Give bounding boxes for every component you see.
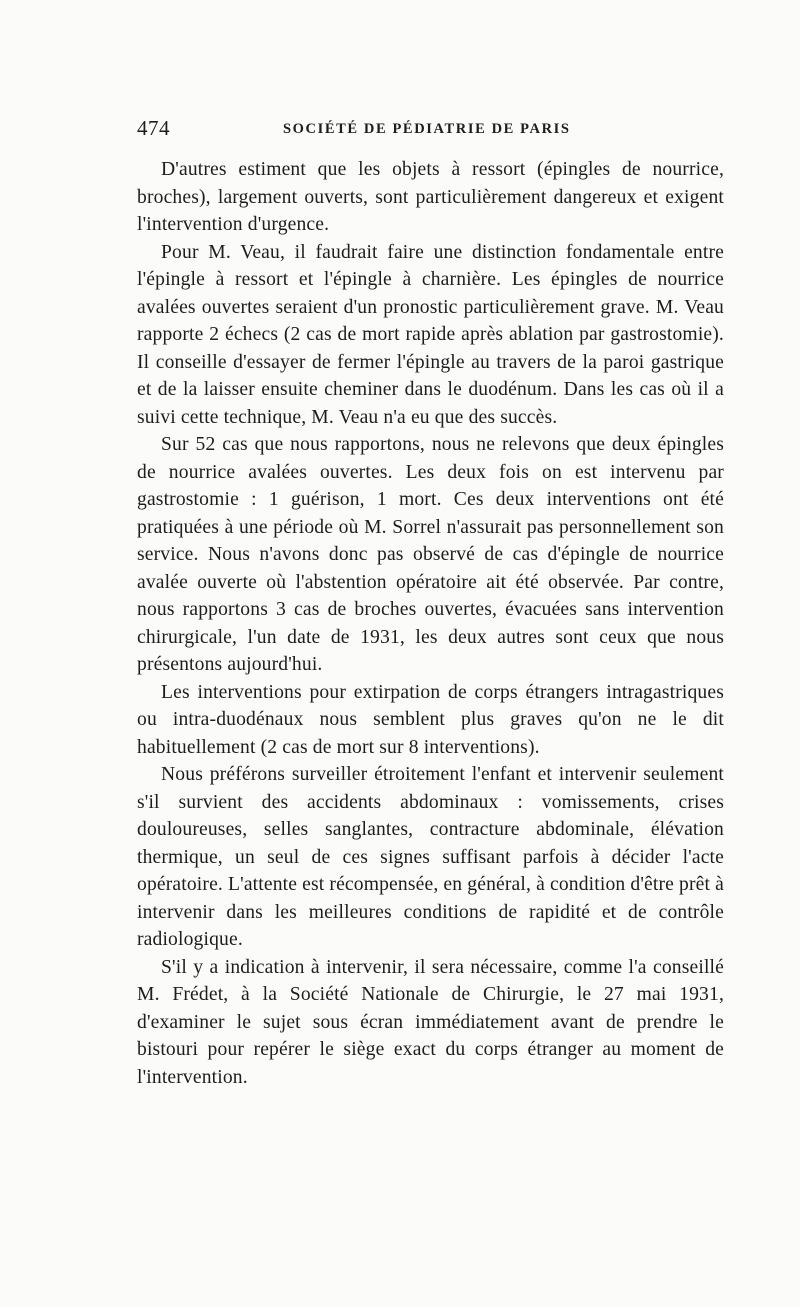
paragraph: D'autres estiment que les objets à ressort (épingles de nourrice, broches), largement ouverts, sont particulièrement dangereux et exigent l'intervention d'urgence. [137,159,724,235]
running-head: SOCIÉTÉ DE PÉDIATRIE DE PARIS [283,121,571,137]
page-number: 474 [137,116,170,140]
body-text [137,156,724,1091]
paragraph: Nous préférons surveiller étroitement l'enfant et intervenir seulement s'il survient des accidents abdominaux : vomissements, crises douloureuses, selles sanglantes, contracture abdominale, élévation thermique, un seul de ces signes suffisant parfois à décider l'acte opératoire. L'attente est récompensée, en général, à condition d'être prêt à intervenir dans les meilleures conditions de rapidité et de contrôle radiologique. [137,764,724,950]
page-header [137,116,724,146]
paragraph: S'il y a indication à intervenir, il sera nécessaire, comme l'a conseillé M. Frédet, à la Société Nationale de Chirurgie, le 27 mai 1931, d'examiner le sujet sous écran immédiatement avant de prendre le bistouri pour repérer le siège exact du corps étranger au moment de l'intervention. [137,956,724,1088]
paragraph: Sur 52 cas que nous rapportons, nous ne relevons que deux épingles de nourrice avalées ouvertes. Les deux fois on est intervenu par gastrostomie : 1 guérison, 1 mort. Ces deux interventions ont été pratiquées à une période où M. Sorrel n'assurait pas personnellement son service. Nous n'avons donc pas observé de cas d'épingle de nourrice avalée ouverte où l'abstention opératoire ait été observée. Par contre, nous rapportons 3 cas de broches ouvertes, évacuées sans intervention chirurgicale, l'un date de 1931, les deux autres sont ceux que nous présentons aujourd'hui. [137,434,724,675]
paragraph: Pour M. Veau, il faudrait faire une distinction fondamentale entre l'épingle à ressort et l'épingle à charnière. Les épingles de nourrice avalées ouvertes seraient d'un pronostic particulièrement grave. M. Veau rapporte 2 échecs (2 cas de mort rapide après ablation par gastrostomie). Il conseille d'essayer de fermer l'épingle au travers de la paroi gastrique et de la laisser ensuite cheminer dans le duodénum. Dans les cas où il a suivi cette technique, M. Veau n'a eu que des succès. [137,241,724,428]
paragraph: Les interventions pour extirpation de corps étrangers intragastriques ou intra-duodénaux nous semblent plus graves qu'on ne le dit habituellement (2 cas de mort sur 8 interventions). [137,681,724,758]
